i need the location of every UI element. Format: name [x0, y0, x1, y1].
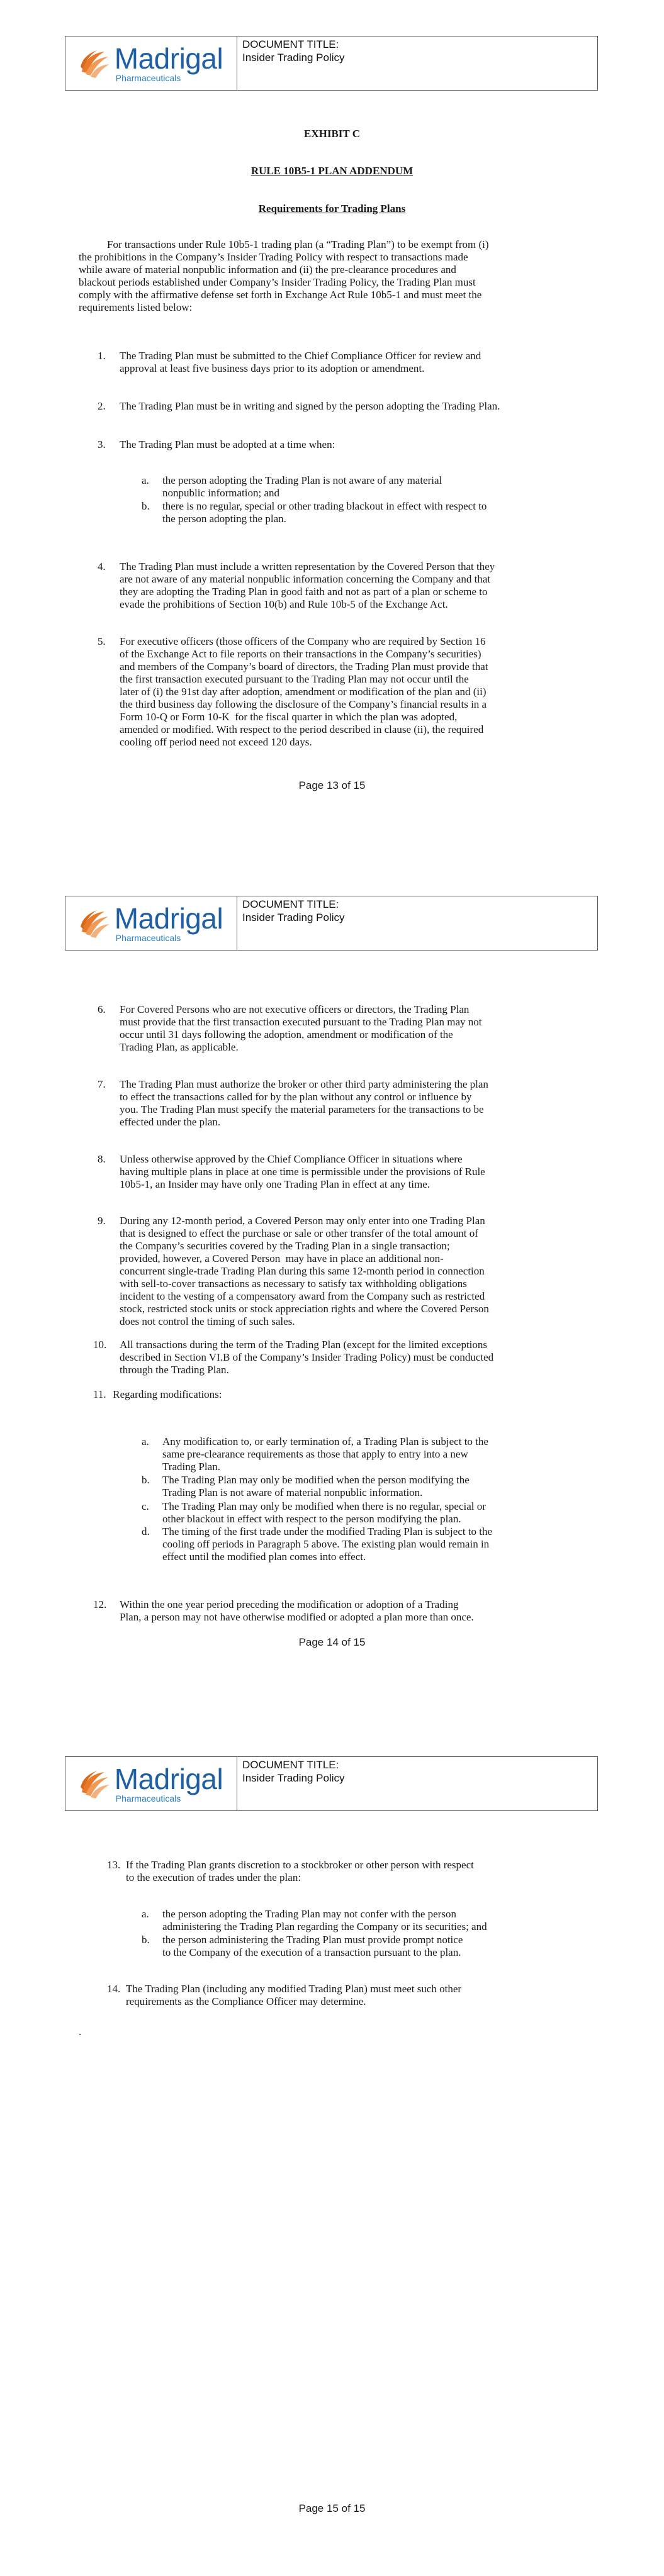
doc-title-cell — [237, 1757, 350, 1810]
doc-title-cell — [237, 36, 350, 90]
item-text-line: For Covered Persons who are not executive officers or directors, the Trading Plan — [120, 1003, 470, 1015]
item-text-line: cooling off period need not exceed 120 days. — [120, 736, 312, 748]
item-text-line: amended or modified. With respect to the period described in clause (ii), the required — [120, 723, 484, 735]
item-text-line: the person adopting the plan. — [162, 513, 286, 525]
item-number: 12. — [93, 1598, 107, 1610]
item-text-line: The Trading Plan must be in writing and signed by the person adopting the Trading Plan. — [120, 400, 500, 412]
logo-name: Madrigal — [114, 42, 223, 75]
item-text-line: Trading Plan. — [162, 1461, 220, 1473]
item-text-line: The timing of the first trade under the modified Trading Plan is subject to the — [162, 1525, 493, 1537]
stray-mark: . — [79, 2026, 82, 2038]
madrigal-logo — [79, 1765, 223, 1803]
item-text-line: having multiple plans in place at one time is permissible under the provisions of Rule — [120, 1166, 485, 1178]
item-text-line: are not aware of any material nonpublic information concerning the Company and that — [120, 573, 491, 585]
item-number: 7. — [98, 1078, 106, 1090]
item-text-line: Plan, a person may not have otherwise modified or adopted a plan more than once. — [120, 1611, 474, 1623]
item-number: b. — [142, 1934, 150, 1946]
item-text-line: later of (i) the 91st day after adoption, amendment or modification of the plan and (ii) — [120, 686, 487, 698]
logo-cell — [65, 896, 237, 950]
item-number: 6. — [98, 1003, 106, 1015]
item-text-line: During any 12-month period, a Covered Person may only enter into one Trading Plan — [120, 1215, 485, 1227]
requirements-heading: Requirements for Trading Plans — [258, 203, 406, 215]
item-text-line: The Trading Plan must authorize the broker or other third party administering the plan — [120, 1078, 488, 1090]
intro-paragraph-line: while aware of material nonpublic information and (ii) the pre-clearance procedures and — [79, 264, 456, 276]
logo-subtitle: Pharmaceuticals — [115, 933, 181, 943]
document-header — [65, 36, 598, 91]
page-number: Page 15 of 15 — [298, 2502, 366, 2514]
doc-title-cell — [237, 896, 350, 950]
page-number: Page 13 of 15 — [298, 779, 366, 791]
logo-subtitle: Pharmaceuticals — [115, 1793, 181, 1804]
item-number: a. — [142, 474, 149, 486]
item-text-line: provided, however, a Covered Person may have in place an additional non- — [120, 1252, 444, 1264]
item-text-line: there is no regular, special or other trading blackout in effect with respect to — [162, 500, 487, 512]
item-text-line: stock, restricted stock units or stock appreciation rights and where the Covered Person — [120, 1303, 489, 1315]
item-text-line: All transactions during the term of the Trading Plan (except for the limited exceptions — [120, 1339, 488, 1351]
item-number: 2. — [98, 400, 106, 412]
document-header — [65, 1756, 598, 1811]
item-text-line: Unless otherwise approved by the Chief Compliance Officer in situations where — [120, 1153, 463, 1165]
rule-heading: RULE 10B5-1 PLAN ADDENDUM — [250, 165, 414, 177]
item-text-line: For executive officers (those officers of the Company who are required by Section 16 — [120, 635, 486, 647]
madrigal-leaf-icon — [79, 1768, 111, 1800]
item-text-line: Trading Plan is not aware of material nonpublic information. — [162, 1486, 423, 1498]
madrigal-logo — [79, 904, 223, 942]
item-text-line: and members of the Company’s board of directors, the Trading Plan must provide that — [120, 661, 488, 672]
madrigal-logo — [79, 44, 223, 82]
intro-paragraph-line: For transactions under Rule 10b5-1 trading plan (a “Trading Plan”) to be exempt from (i) — [107, 238, 489, 250]
item-number: a. — [142, 1908, 149, 1920]
item-number: 14. — [107, 1983, 121, 1995]
item-text-line: does not control the timing of such sales. — [120, 1315, 295, 1327]
item-text-line: effect until the modified plan comes into effect. — [162, 1551, 366, 1563]
logo-name: Madrigal — [114, 1763, 223, 1795]
item-text-line: administering the Trading Plan regarding the Company or its securities; and — [162, 1921, 487, 1932]
item-text-line: must provide that the first transaction executed pursuant to the Trading Plan may not — [120, 1016, 482, 1028]
page-number: Page 14 of 15 — [298, 1636, 366, 1648]
exhibit-heading: EXHIBIT C — [304, 128, 360, 140]
item-text-line: occur until 31 days following the adoption, amendment or modification of the — [120, 1029, 453, 1040]
item-text-line: Any modification to, or early termination of, a Trading Plan is subject to the — [162, 1436, 488, 1447]
item-text-line: the person adopting the Trading Plan may not confer with the person — [162, 1908, 456, 1920]
item-text-line: that is designed to effect the purchase or sale or other transfer of the total amount of — [120, 1227, 478, 1239]
item-text-line: 10b5-1, an Insider may have only one Trading Plan in effect at any time. — [120, 1178, 430, 1190]
item-number: 13. — [107, 1859, 121, 1871]
item-text-line: cooling off periods in Paragraph 5 above. The existing plan would remain in — [162, 1538, 490, 1550]
item-text-line: of the Exchange Act to file reports on their transactions in the Company’s securities) — [120, 648, 481, 660]
item-text-line: to effect the transactions called for by the plan without any control or influence by — [120, 1091, 472, 1103]
item-text-line: they are adopting the Trading Plan in good faith and not as part of a plan or scheme to — [120, 586, 488, 598]
item-text-line: Trading Plan, as applicable. — [120, 1041, 239, 1053]
item-number: c. — [142, 1500, 149, 1512]
item-number: 8. — [98, 1153, 106, 1165]
intro-paragraph-line: the prohibitions in the Company’s Insider Trading Policy with respect to transactions made — [79, 251, 468, 263]
item-text-line: concurrent single-trade Trading Plan during this same 12-month period in connection — [120, 1265, 485, 1277]
item-number: 9. — [98, 1215, 106, 1227]
item-text-line: to the execution of trades under the plan: — [126, 1871, 301, 1883]
item-text-line: you. The Trading Plan must specify the material parameters for the transactions to be — [120, 1103, 484, 1115]
item-text-line: evade the prohibitions of Section 10(b) and Rule 10b-5 of the Exchange Act. — [120, 598, 448, 610]
item-text-line: the Company’s securities covered by the Trading Plan in a single transaction; — [120, 1240, 450, 1252]
doc-title-label: DOCUMENT TITLE: — [242, 1759, 339, 1771]
item-number: b. — [142, 500, 150, 512]
item-text-line: described in Section VI.B of the Company’s Insider Trading Policy) must be conducted — [120, 1351, 494, 1363]
logo-name: Madrigal — [114, 902, 223, 935]
item-number: d. — [142, 1525, 150, 1537]
madrigal-leaf-icon — [79, 48, 111, 79]
intro-paragraph-line: blackout periods established under Company’s Insider Trading Policy, the Trading Plan must — [79, 276, 476, 288]
item-number: 5. — [98, 635, 106, 647]
item-text-line: If the Trading Plan grants discretion to a stockbroker or other person with respect — [126, 1859, 474, 1871]
item-text-line: the person administering the Trading Plan must provide prompt notice — [162, 1934, 463, 1946]
item-text-line: The Trading Plan may only be modified when there is no regular, special or — [162, 1500, 486, 1512]
item-text-line: The Trading Plan may only be modified when the person modifying the — [162, 1474, 470, 1486]
item-number: a. — [142, 1436, 149, 1447]
item-number: 3. — [98, 438, 106, 450]
logo-cell — [65, 1757, 237, 1810]
item-text-line: with sell-to-cover transactions as necessary to satisfy tax withholding obligations — [120, 1278, 467, 1290]
doc-title-value: Insider Trading Policy — [242, 912, 345, 923]
item-text-line: Form 10-Q or Form 10-K for the fiscal quarter in which the plan was adopted, — [120, 711, 458, 723]
item-number: 4. — [98, 560, 106, 572]
item-text-line: the third business day following the disclosure of the Company’s financial results in a — [120, 698, 487, 710]
item-text-line: effected under the plan. — [120, 1116, 221, 1128]
item-number: 10. — [93, 1339, 107, 1351]
intro-paragraph-line: comply with the affirmative defense set forth in Exchange Act Rule 10b5-1 and must meet the — [79, 289, 482, 301]
item-text-line: Within the one year period preceding the modification or adoption of a Trading — [120, 1598, 459, 1610]
item-text-line: through the Trading Plan. — [120, 1364, 229, 1376]
item-text-line: The Trading Plan must be submitted to the Chief Compliance Officer for review and — [120, 350, 481, 362]
item-text-line: to the Company of the execution of a transaction pursuant to the plan. — [162, 1946, 461, 1958]
item-text-line: other blackout in effect with respect to the person modifying the plan. — [162, 1513, 461, 1525]
item-text-line: the first transaction executed pursuant to the Trading Plan may not occur until the — [120, 673, 469, 685]
doc-title-label: DOCUMENT TITLE: — [242, 898, 339, 910]
intro-paragraph-line: requirements listed below: — [79, 301, 193, 313]
doc-title-label: DOCUMENT TITLE: — [242, 38, 339, 50]
madrigal-leaf-icon — [79, 908, 111, 939]
logo-cell — [65, 36, 237, 90]
item-text-line: incident to the vesting of a compensatory award from the Company such as restricted — [120, 1290, 485, 1302]
document-header — [65, 896, 598, 951]
item-text-line: the person adopting the Trading Plan is not aware of any material — [162, 474, 442, 486]
doc-title-value: Insider Trading Policy — [242, 1772, 345, 1784]
item-text-line: The Trading Plan (including any modified Trading Plan) must meet such other — [126, 1983, 462, 1995]
item-text-line: same pre-clearance requirements as those that apply to entry into a new — [162, 1448, 468, 1460]
item-number: 1. — [98, 350, 106, 362]
item-text-line: requirements as the Compliance Officer may determine. — [126, 1995, 366, 2007]
item-number: 11. — [93, 1388, 106, 1400]
item-text-line: approval at least five business days prior to its adoption or amendment. — [120, 362, 425, 374]
item-number: b. — [142, 1474, 150, 1486]
item-text-line: The Trading Plan must be adopted at a time when: — [120, 438, 335, 450]
doc-title-value: Insider Trading Policy — [242, 52, 345, 64]
item-text-line: Regarding modifications: — [110, 1388, 222, 1400]
item-text-line: nonpublic information; and — [162, 487, 280, 499]
item-text-line: The Trading Plan must include a written representation by the Covered Person that they — [120, 560, 495, 572]
logo-subtitle: Pharmaceuticals — [115, 73, 181, 83]
